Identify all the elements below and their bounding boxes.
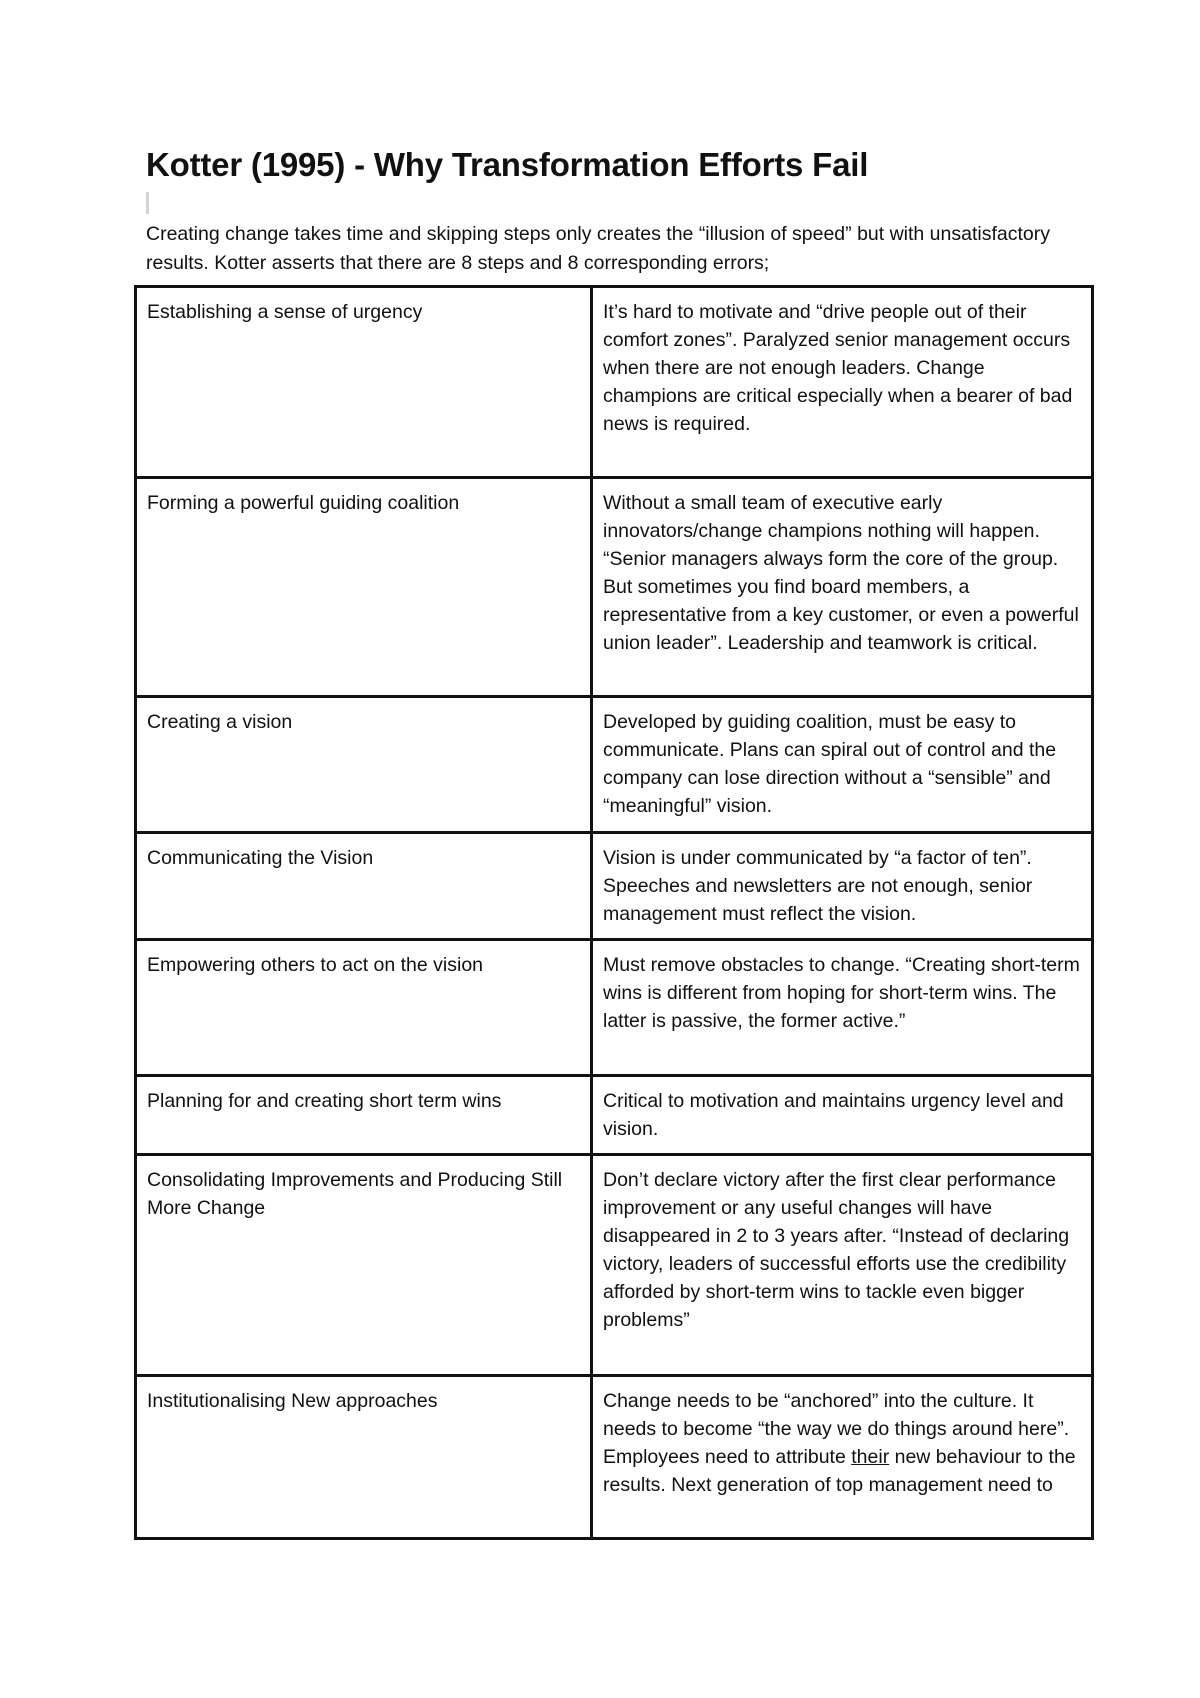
table-row — [136, 833, 1093, 940]
intro-paragraph: Creating change takes time and skipping steps only creates the “illusion of speed” but with unsatisfactory results. Kotter asserts that there are 8 steps and 8 corresponding errors; — [146, 223, 1050, 274]
step-name-cell: Consolidating Improvements and Producing Still More Change — [136, 1155, 592, 1376]
step-name-cell: Institutionalising New approaches — [136, 1376, 592, 1539]
step-name-cell: Communicating the Vision — [136, 833, 592, 940]
step-description-cell: It’s hard to motivate and “drive people out of their comfort zones”. Paralyzed senior management occurs when there are not enough leaders. Change champions are critical especially when a bearer of bad news is required. — [592, 287, 1093, 478]
table-row — [136, 940, 1093, 1076]
step-description-cell: Must remove obstacles to change. “Creating short-term wins is different from hoping for short-term wins. The latter is passive, the former active.” — [592, 940, 1093, 1076]
step-description-cell — [592, 1376, 1093, 1539]
step-description-cell: Critical to motivation and maintains urgency level and vision. — [592, 1076, 1093, 1155]
step-name-cell: Establishing a sense of urgency — [136, 287, 592, 478]
page-title: Kotter (1995) - Why Transformation Efforts Fail — [146, 146, 869, 183]
step-name-cell: Creating a vision — [136, 697, 592, 833]
step-name-cell: Planning for and creating short term wins — [136, 1076, 592, 1155]
table-row — [136, 478, 1093, 697]
step-description-cell: Vision is under communicated by “a factor of ten”. Speeches and newsletters are not enough, senior management must reflect the vision. — [592, 833, 1093, 940]
underlined-word: their — [851, 1446, 890, 1468]
step-name-cell: Forming a powerful guiding coalition — [136, 478, 592, 697]
table-row — [136, 287, 1093, 478]
table-row — [136, 697, 1093, 833]
table-row — [136, 1376, 1093, 1539]
step-description-cell: Developed by guiding coalition, must be easy to communicate. Plans can spiral out of control and the company can lose direction without a “sensible” and “meaningful” vision. — [592, 697, 1093, 833]
description-text: new behaviour to the results. Next generation of top management need to — [603, 1446, 1076, 1496]
table-row — [136, 1155, 1093, 1376]
step-description-cell: Don’t declare victory after the first clear performance improvement or any useful changes will have disappeared in 2 to 3 years after. “Instead of declaring victory, leaders of successful efforts use the credibility afforded by short-term wins to tackle even bigger problems” — [592, 1155, 1093, 1376]
step-name-cell: Empowering others to act on the vision — [136, 940, 592, 1076]
text-cursor-marker — [146, 192, 149, 214]
step-description-cell: Without a small team of executive early innovators/change champions nothing will happen. “Senior managers always form the core of the group. But sometimes you find board members, a representative from a key customer, or even a powerful union leader”. Leadership and teamwork is critical. — [592, 478, 1093, 697]
kotter-steps-table — [134, 285, 1094, 1540]
description-text: Change needs to be “anchored” into the culture. It needs to become “the way we do things around here”. Employees need to attribute — [603, 1390, 1070, 1468]
table-row — [136, 1076, 1093, 1155]
